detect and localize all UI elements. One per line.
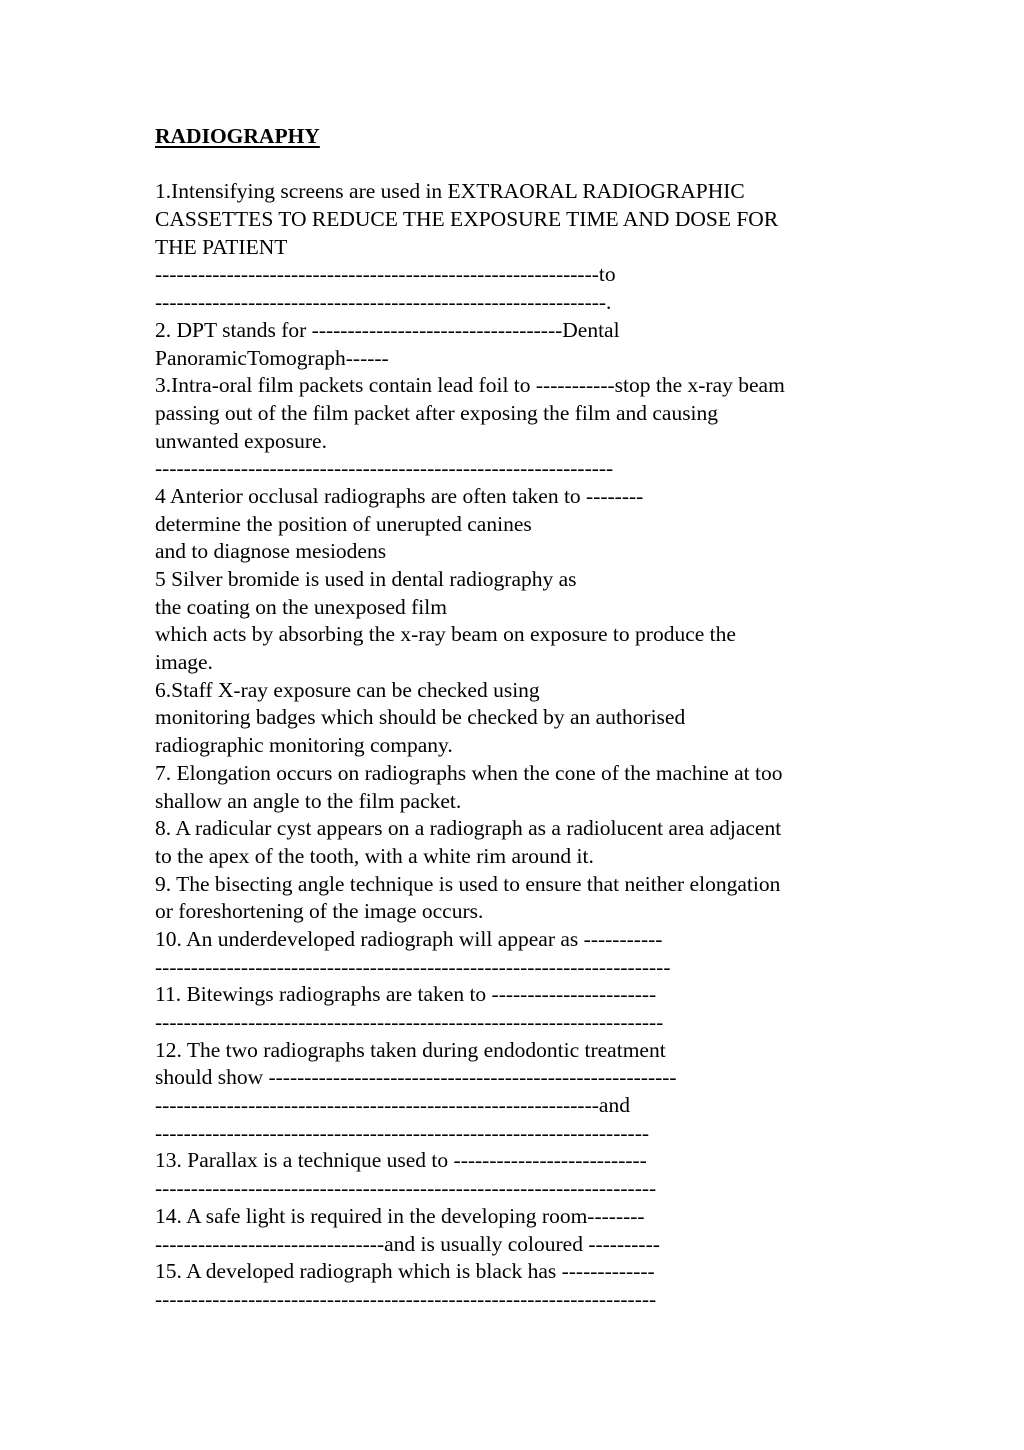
text-line: image. (155, 650, 213, 675)
document-body (155, 123, 935, 1314)
text-line: ---------------------------------------------------------------------- (155, 1176, 657, 1201)
text-line: 3.Intra-oral film packets contain lead foil to -----------stop the x-ray beam (155, 373, 785, 398)
text-line: --------------------------------------------------------------to (155, 262, 616, 287)
text-line: ------------------------------------------------------------------------ (155, 954, 671, 979)
text-line: PanoramicTomograph------ (155, 345, 389, 370)
text-line: monitoring badges which should be checked by an authorised (155, 705, 686, 730)
text-line: 11. Bitewings radiographs are taken to ----------------------- (155, 982, 657, 1007)
text-line: --------------------------------------------------------------and (155, 1093, 630, 1118)
text-line: --------------------------------and is usually coloured ---------- (155, 1231, 660, 1256)
text-line: and to diagnose mesiodens (155, 539, 387, 564)
text-line: ---------------------------------------------------------------------- (155, 1286, 657, 1311)
text-line: ----------------------------------------------------------------------- (155, 1010, 664, 1034)
text-line: --------------------------------------------------------------------- (155, 1120, 650, 1145)
text-line: 14. A safe light is required in the developing room-------- (155, 1203, 645, 1228)
text-line: THE PATIENT (155, 234, 288, 259)
text-line: to the apex of the tooth, with a white rim around it. (155, 843, 594, 868)
text-line: 2. DPT stands for -----------------------------------Dental (155, 317, 620, 342)
text-line: 9. The bisecting angle technique is used to ensure that neither elongation (155, 871, 781, 896)
text-line: should show --------------------------------------------------------- (155, 1065, 677, 1090)
text-line: 5 Silver bromide is used in dental radiography as (155, 567, 577, 591)
text-line: 12. The two radiographs taken during endodontic treatment (155, 1037, 666, 1062)
text-line: determine the position of unerupted canines (155, 511, 532, 536)
text-line: 8. A radicular cyst appears on a radiograph as a radiolucent area adjacent (155, 816, 782, 841)
text-line: 15. A developed radiograph which is black has ------------- (155, 1259, 655, 1284)
text-line: which acts by absorbing the x-ray beam on exposure to produce the (155, 622, 736, 647)
text-line: 4 Anterior occlusal radiographs are often taken to -------- (155, 483, 644, 508)
text-line: ---------------------------------------------------------------. (155, 290, 612, 315)
document-title: RADIOGRAPHY (155, 124, 320, 148)
text-line: passing out of the film packet after exposing the film and causing (155, 400, 719, 425)
text-line: ---------------------------------------------------------------- (155, 456, 614, 481)
text-line: or foreshortening of the image occurs. (155, 899, 484, 924)
text-line: 10. An underdeveloped radiograph will appear as ----------- (155, 926, 663, 951)
text-line: unwanted exposure. (155, 428, 327, 453)
text-line: 7. Elongation occurs on radiographs when the cone of the machine at too (155, 760, 783, 785)
text-line: 1.Intensifying screens are used in EXTRAORAL RADIOGRAPHIC (155, 179, 745, 204)
text-line: radiographic monitoring company. (155, 733, 453, 758)
text-line: the coating on the unexposed film (155, 594, 447, 619)
text-line: 13. Parallax is a technique used to --------------------------- (155, 1148, 647, 1173)
text-line: shallow an angle to the film packet. (155, 788, 462, 813)
blank-spacer (155, 151, 935, 179)
text-lines (155, 178, 935, 1313)
text-line: 6.Staff X-ray exposure can be checked using (155, 677, 540, 702)
text-line: CASSETTES TO REDUCE THE EXPOSURE TIME AND DOSE FOR (155, 207, 779, 232)
